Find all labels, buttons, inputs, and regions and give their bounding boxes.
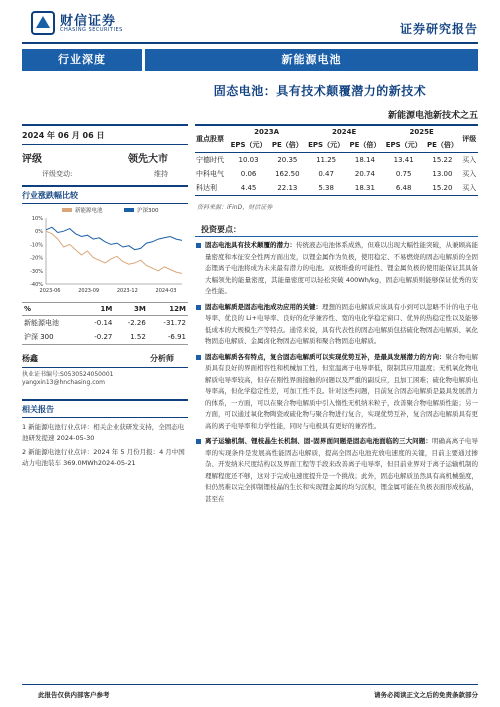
header-divider — [22, 42, 478, 44]
summary-paragraph — [195, 352, 478, 433]
investment-summary — [195, 240, 478, 509]
table-row — [22, 330, 188, 345]
stock-cell: 13.41 — [383, 153, 425, 168]
summary-paragraph — [195, 240, 478, 298]
analyst-row — [22, 353, 188, 364]
paragraph-lead: 固态电解质是固态电池成功应用的关键： — [205, 302, 322, 311]
paragraph-body: 聚合物电解质具有良好的界面相容性和机械加工性，但室温离子电导率低，限制其应用温度；无机氧化物电解质电导率较高，但存在刚性界面接触的问题以及严重的副反应，且加工困难；硫化物电解质电导率高，但化学稳定性差，可加工性不良。针对这些问题，目前复合固态电解质是最具发展潜力的体系，一方面，可以在聚合物电解质中引入惰性无机纳米粒子，改善聚合物电解质性能；另一方面，可以通过氧化物陶瓷或硫化物与聚合物进行复合，实现优势互补，复合固态电解质具有更高的离子电导率和力学性能，同时与电极具有更好的兼容性。 — [205, 352, 478, 430]
perf-cell: -2.26 — [127, 319, 146, 327]
legend-swatch — [62, 208, 72, 212]
perf-cell: -0.27 — [81, 330, 114, 345]
x-tick-label: 2023-09 — [78, 288, 100, 294]
logo-text: 财信证券 — [60, 14, 117, 29]
investment-summary-header — [195, 222, 478, 237]
stock-cell: 15.22 — [424, 153, 460, 168]
stock-subheader: PE（倍） — [426, 141, 458, 149]
perf-cell: -31.72 — [163, 319, 186, 327]
list-item[interactable]: 2 新能源电池行业点评：2024 年 5 月份月报：4 月中国动力电池装车 369.0MWh2024-05-21 — [22, 448, 185, 467]
stock-rating: 买入 — [462, 184, 477, 192]
investment-summary-title: 投资要点： — [201, 225, 241, 234]
stock-cell: 20.35 — [269, 153, 305, 168]
table-row — [195, 167, 478, 181]
stock-header: 重点股票 — [196, 135, 224, 143]
stock-name: 宁德时代 — [195, 153, 228, 168]
stock-cell: 18.14 — [347, 153, 383, 168]
stock-name: 中科电气 — [196, 170, 224, 178]
logo-mark-icon — [30, 10, 56, 36]
footer-disclaimer: 请务必阅读正文之后的免责条款部分 — [374, 691, 478, 699]
list-item[interactable]: 1 新能源电池行业点评：相关企业获研发支持，全固态电池研发提速 2024-05-30 — [22, 423, 185, 442]
stock-cell: 0.75 — [395, 170, 412, 178]
related-top-rule — [22, 399, 188, 401]
summary-paragraph — [195, 302, 478, 348]
stock-subheader: EPS（元） — [230, 141, 267, 149]
x-tick-label: 2024-03 — [155, 288, 177, 294]
table-row — [22, 316, 188, 331]
analyst-license: 执业证书编号:S0530524050001 — [22, 371, 114, 378]
left-top-rule — [22, 124, 188, 126]
performance-table — [22, 302, 188, 345]
stock-cell: 22.13 — [277, 184, 298, 192]
x-tick-label: 2023-06 — [39, 288, 61, 294]
paragraph-lead: 固态电解质各有特点，复合固态电解质可以实现优势互补，是最具发展潜力的方向： — [205, 352, 446, 361]
perf-cell: 沪深 300 — [22, 330, 81, 345]
rating-change-row — [22, 169, 188, 179]
related-report-list — [22, 422, 188, 469]
perf-header: 1M — [81, 303, 114, 316]
y-tick-label: -10% — [30, 242, 43, 249]
logo-subtext: CHASING SECURITIES — [60, 27, 123, 33]
right-column — [195, 124, 478, 211]
stock-cell: 0.47 — [318, 170, 334, 178]
stock-cell: 10.03 — [228, 153, 270, 168]
stock-cell: 162.50 — [275, 170, 300, 178]
stock-subheader: EPS（元） — [308, 141, 345, 149]
perf-cell: 1.52 — [114, 330, 147, 345]
stock-cell: 20.74 — [354, 170, 375, 178]
key-stocks-table — [195, 126, 478, 196]
rating-value: 领先大市 — [128, 154, 168, 165]
banner-category: 行业深度 — [22, 49, 142, 71]
perf-top-rule — [22, 185, 188, 187]
rating-change-label: 评级变动: — [42, 170, 73, 178]
x-tick-label: 2023-12 — [116, 288, 138, 294]
analyst-rule — [22, 367, 188, 368]
stock-cell: 5.38 — [318, 184, 334, 192]
stock-header: 2023A — [254, 128, 280, 136]
company-logo — [30, 8, 150, 40]
date-rule — [22, 144, 188, 145]
analyst-name: 杨鑫 — [22, 354, 38, 363]
paragraph-body: 理想的固态电解质应该具有小到可以忽略不计的电子电导率、优良的 Li+电导率、良好的化学兼容性、宽的电化学稳定窗口、优异的热稳定性以及能够低成本的大规模生产等特点。通常来说，具有代表性的固态电解质包括硫化物固态电解质、氧化物固态电解质、金属卤化物固态电解质和聚合物固态电解质。 — [205, 302, 478, 345]
stock-cell: 0.06 — [240, 170, 257, 178]
perf-section-title: 行业涨跌幅比较 — [22, 191, 78, 200]
report-type: 证券研究报告 — [399, 22, 478, 36]
stock-header: 评级 — [462, 135, 477, 143]
y-tick-label: -20% — [30, 255, 43, 262]
summary-paragraph — [195, 436, 478, 505]
stock-subheader: PE（倍） — [349, 141, 381, 149]
y-tick-label: 10% — [31, 216, 43, 222]
report-date: 2024 年 06 月 06 日 — [22, 131, 105, 140]
footer-note: 此报告仅供内部客户参考 — [38, 691, 110, 699]
perf-cell: 新能源电池 — [24, 319, 59, 327]
stock-rating: 买入 — [460, 153, 478, 168]
stock-subheader: PE（倍） — [271, 141, 303, 149]
related-section-title: 相关报告 — [22, 405, 54, 414]
paragraph-lead: 离子运输机制、锂枝晶生长机制、固-固界面问题是固态电池面临的三大问题： — [205, 437, 432, 445]
table-row — [195, 153, 478, 168]
report-subtitle: 新能源电池新技术之五 — [387, 111, 478, 121]
y-tick-label: 0% — [35, 229, 43, 236]
data-source: 资料来源：iFinD，财信证券 — [197, 204, 273, 211]
perf-header: 3M — [114, 303, 147, 316]
table-row — [195, 181, 478, 196]
perf-cell: -0.14 — [94, 319, 113, 327]
perf-header: 12M — [148, 303, 188, 316]
perf-header: % — [22, 303, 81, 316]
paragraph-body: 传统液态电池体系成熟，但难以出现大幅性能突破，从兼顾高能量密度和本征安全性两方面出发，以锂金属作为负极，使用稳定、不易燃烧的固态电解质的全固态锂离子电池将成为未来最有潜力的电池。双极堆叠的可能性、锂金属负极的使用能保证其具备大幅领先的能量密度，其能量密度可以轻松突破 400Wh/kg，固态电解质则能够保证优秀的安全性能。 — [205, 241, 478, 295]
left-column — [22, 124, 188, 469]
stock-cell: 18.31 — [354, 184, 375, 192]
banner-industry: 新能源电池 — [145, 49, 478, 71]
footer-divider — [22, 684, 478, 685]
legend-label: 沪深300 — [137, 208, 159, 214]
y-tick-label: -40% — [30, 282, 43, 288]
stock-cell: 6.48 — [395, 184, 412, 192]
y-tick-label: -30% — [30, 268, 43, 275]
stock-header: 2025E — [409, 128, 434, 136]
stock-cell: 13.00 — [432, 170, 453, 178]
stock-cell: 4.45 — [240, 184, 257, 192]
analyst-role: 分析师 — [150, 354, 174, 363]
rating-label: 评级 — [22, 154, 42, 165]
rating-row — [22, 150, 188, 165]
stock-rating: 买入 — [462, 170, 477, 178]
related-title-rule — [22, 417, 188, 418]
paragraph-lead: 固态电池具有技术颠覆的潜力： — [205, 241, 296, 249]
stock-header: 2024E — [332, 128, 357, 136]
analyst-email[interactable]: yangxin13@hnchasing.com — [22, 379, 106, 386]
rating-change-value: 维持 — [154, 170, 168, 178]
series-line — [46, 231, 182, 273]
banner — [22, 49, 478, 71]
stock-name: 科达利 — [196, 184, 217, 192]
paragraph-body: 明确高离子电导率的实现条件是发展高性能固态电解质，提高全固态电池充放电速度的关键，目前主要通过掺杂、开发纳米尺度结构以及界面工程等手段来改善离子电导率，但目前业界对于离子运输机制的理解程度还不够，这对于完成电速度提升是一个挑战；此外，固态电解质虽然具有高机械强度，但仍然难以完全抑制锂枝晶的生长和实现锂金属的均匀沉积，锂金属可能在负极表面形成枝晶，甚至在 — [205, 437, 479, 503]
stock-cell: 11.25 — [305, 153, 347, 168]
perf-cell: -6.91 — [148, 330, 188, 345]
industry-performance-chart — [22, 204, 188, 296]
stock-cell: 15.20 — [432, 184, 453, 192]
report-title: 固态电池：具有技术颠覆潜力的新技术 — [213, 84, 427, 98]
legend-swatch — [124, 208, 134, 212]
legend-label: 新能源电池 — [75, 208, 103, 214]
stock-subheader: EPS（元） — [385, 141, 422, 149]
